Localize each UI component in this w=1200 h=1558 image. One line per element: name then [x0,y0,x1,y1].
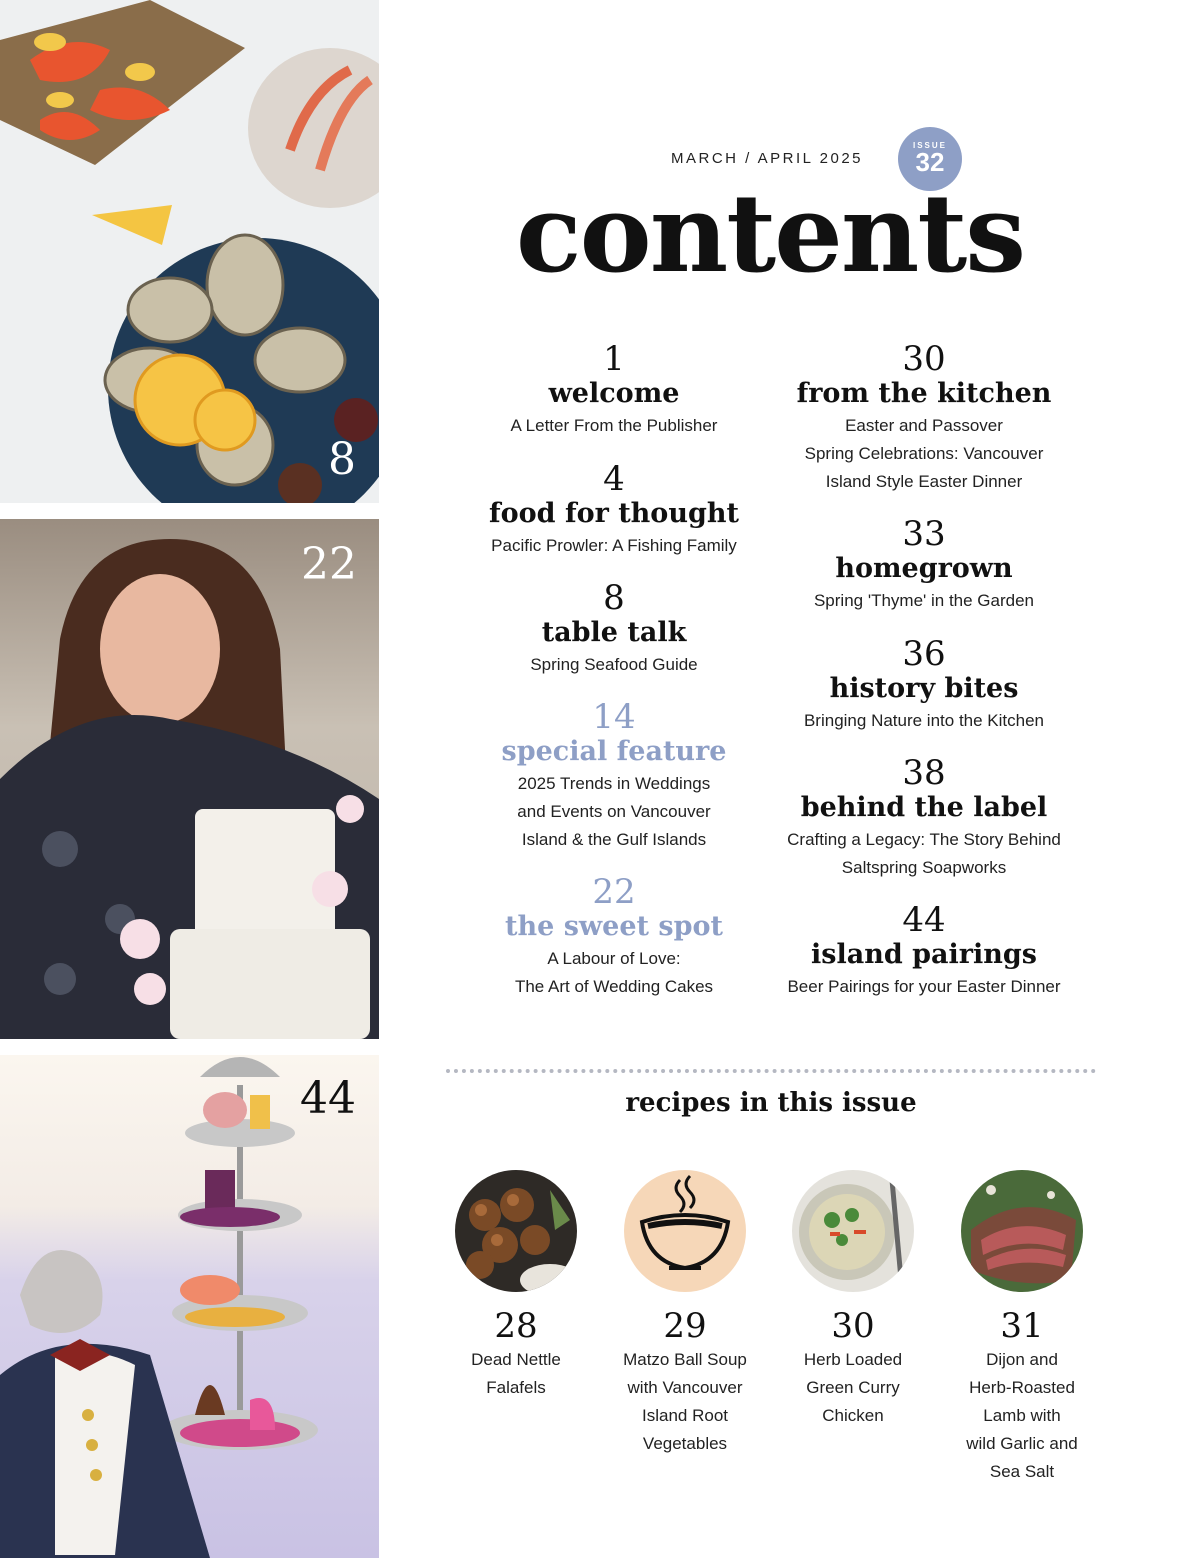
toc-description: Easter and Passover [845,416,1003,435]
recipe-item-lamb[interactable] [937,1170,1107,1486]
issue-badge-label: ISSUE [912,141,947,150]
falafel-image [455,1170,577,1292]
issue-badge-number: 32 [915,147,945,177]
toc-description: Island & the Gulf Islands [521,830,707,849]
toc-description: The Art of Wedding Cakes [514,977,714,996]
toc-description: Bringing Nature into the Kitchen [803,711,1045,730]
toc-entry-food-for-thought[interactable] [454,460,774,560]
toc-page-number: 36 [902,634,946,674]
toc-description: A Labour of Love: [547,949,681,968]
recipe-title: Herb Loaded Green Curry Chicken [803,1350,903,1425]
toc-description: Island Style Easter Dinner [825,472,1023,491]
toc-section-title: behind the label [800,792,1048,823]
recipe-page-number: 30 [831,1306,875,1346]
toc-description: Spring 'Thyme' in the Garden [813,591,1035,610]
recipe-page-number: 28 [494,1306,538,1346]
panel-page-number: 44 [300,1073,356,1124]
recipe-item-matzo-soup[interactable] [600,1170,770,1458]
panel-page-number: 8 [328,434,356,485]
toc-section-title: homegrown [835,553,1013,584]
toc-section-title: food for thought [489,498,739,529]
toc-page-number: 38 [902,753,946,793]
recipe-item-falafels[interactable] [431,1170,601,1402]
toc-entry-welcome[interactable] [454,340,774,440]
recipe-thumbnail [792,1170,914,1292]
toc-description: Crafting a Legacy: The Story Behind [787,830,1061,849]
toc-entry-table-talk[interactable] [454,579,774,679]
toc-page-number: 14 [592,697,636,737]
toc-page-number: 4 [603,459,625,499]
toc-entry-homegrown[interactable] [764,515,1084,615]
toc-section-title: the sweet spot [505,911,723,942]
issue-date: MARCH / APRIL 2025 [671,150,864,167]
recipes-heading: recipes in this issue [625,1088,917,1118]
recipe-item-curry-chicken[interactable] [768,1170,938,1430]
toc-entry-from-the-kitchen[interactable] [764,340,1084,496]
toc-section-title: history bites [829,673,1019,704]
recipe-title: Dead Nettle Falafels [471,1350,561,1397]
recipe-thumbnail [624,1170,746,1292]
toc-description: Pacific Prowler: A Fishing Family [491,536,737,555]
toc-section-title: welcome [548,378,680,409]
toc-page-number: 30 [902,339,946,379]
toc-entry-sweet-spot[interactable] [454,873,774,1001]
toc-page-number: 1 [603,339,625,379]
toc-section-title: from the kitchen [796,378,1052,409]
recipe-title: Matzo Ball Soup with Vancouver Island Root Vegetables [623,1350,747,1453]
toc-section-title: island pairings [811,939,1037,970]
toc-entry-history-bites[interactable] [764,635,1084,735]
curry-image [792,1170,914,1292]
recipe-title: Dijon and Herb-Roasted Lamb with wild Garlic and Sea Salt [966,1350,1078,1481]
toc-description: Saltspring Soapworks [841,858,1007,877]
toc-description: Beer Pairings for your Easter Dinner [787,977,1061,996]
recipe-page-number: 31 [1000,1306,1044,1346]
page-title: contents [515,171,1025,297]
baker-photo [0,519,379,1039]
panel-page-number: 22 [301,539,357,590]
easter-illustration [0,1055,379,1558]
dotted-divider [446,1069,1096,1073]
soup-bowl-icon [624,1170,746,1292]
toc-description: 2025 Trends in Weddings [517,774,711,793]
toc-section-title: table talk [541,617,687,648]
toc-entry-behind-the-label[interactable] [764,754,1084,882]
toc-page-number: 22 [592,872,636,912]
toc-description: A Letter From the Publisher [510,416,718,435]
toc-description: and Events on Vancouver [517,802,711,821]
baker-drawing [0,519,379,1039]
seafood-drawing [0,0,379,503]
toc-description: Spring Seafood Guide [530,655,698,674]
lamb-image [961,1170,1083,1292]
toc-page-number: 33 [902,514,946,554]
recipe-thumbnail [455,1170,577,1292]
toc-page-number: 44 [902,900,946,940]
toc-page-number: 8 [603,578,625,618]
toc-entry-island-pairings[interactable] [764,901,1084,1001]
easter-drawing [0,1055,379,1558]
seafood-illustration [0,0,379,503]
toc-section-title: special feature [501,736,727,767]
recipe-thumbnail [961,1170,1083,1292]
toc-entry-special-feature[interactable] [454,698,774,854]
toc-description: Spring Celebrations: Vancouver [804,444,1044,463]
recipe-page-number: 29 [663,1306,707,1346]
